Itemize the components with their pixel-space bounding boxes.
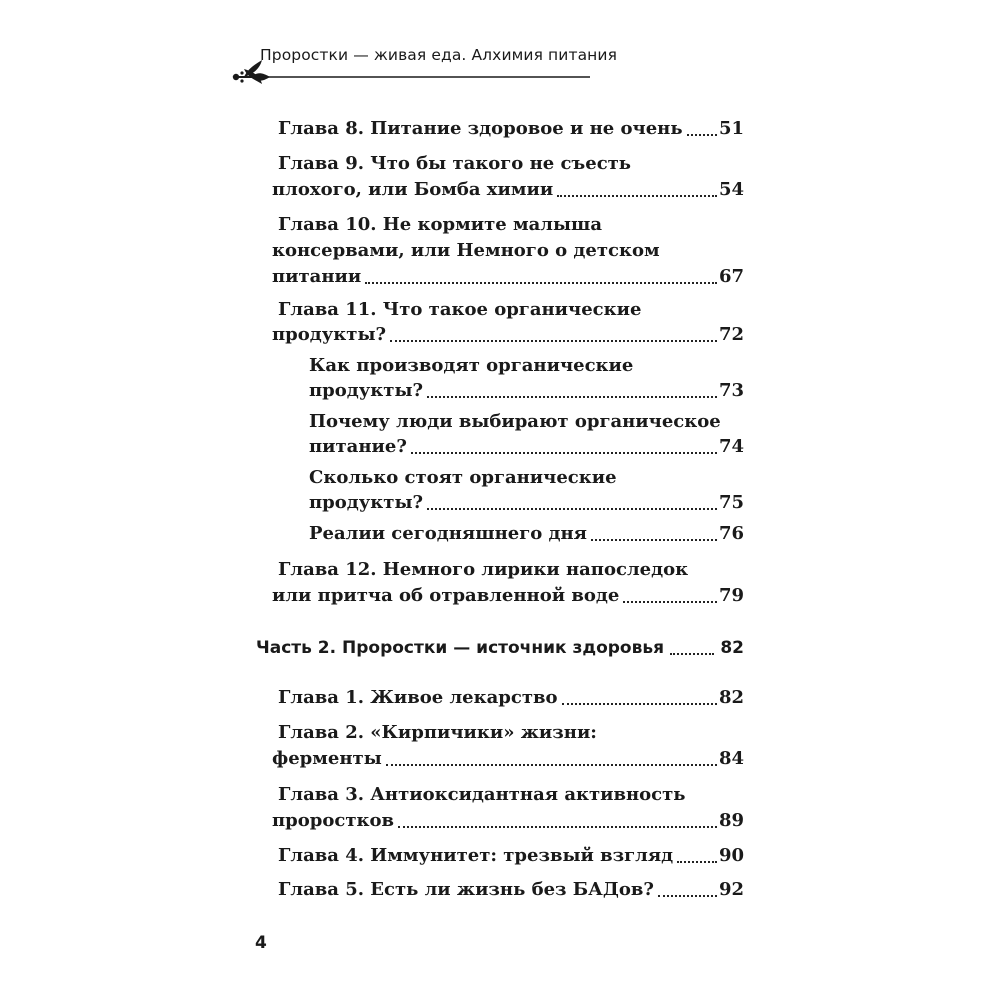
leader-dots bbox=[411, 452, 717, 454]
page-ref: 75 bbox=[718, 492, 744, 513]
leader-dots bbox=[562, 703, 717, 705]
running-head-title: Проростки — живая еда. Алхимия питания bbox=[260, 46, 618, 64]
toc-entry-ch11-line1[interactable]: Глава 11. Что такое органические bbox=[278, 299, 642, 320]
page-ref: 90 bbox=[718, 845, 744, 866]
toc-entry-ch11[interactable]: продукты? 72 bbox=[272, 322, 744, 348]
leader-dots bbox=[427, 396, 717, 398]
page-ref: 82 bbox=[718, 687, 744, 708]
leader-dots bbox=[557, 195, 717, 197]
page-ref: 92 bbox=[718, 879, 744, 900]
toc-subentry-2-line1[interactable]: Почему люди выбирают органическое bbox=[309, 411, 721, 432]
toc-part-2[interactable]: Часть 2. Проростки — источник здоровья 82 bbox=[256, 635, 744, 661]
page-ref: 74 bbox=[718, 436, 744, 457]
page-number: 4 bbox=[255, 933, 267, 953]
leader-dots bbox=[591, 539, 717, 541]
page-ref: 73 bbox=[718, 380, 744, 401]
leader-dots bbox=[365, 282, 717, 284]
toc-subentry-2[interactable]: питание? 74 bbox=[309, 434, 744, 460]
page-ref: 72 bbox=[718, 324, 744, 345]
leader-dots bbox=[677, 861, 717, 863]
page-ref: 82 bbox=[720, 638, 744, 658]
page-ref: 89 bbox=[718, 810, 744, 831]
leader-dots bbox=[390, 340, 717, 342]
page-ref: 54 bbox=[718, 179, 744, 200]
toc-subentry-3-line1[interactable]: Сколько стоят органические bbox=[309, 467, 617, 488]
page-ref: 76 bbox=[718, 523, 744, 544]
page-ref: 51 bbox=[718, 118, 744, 139]
toc-subentry-1[interactable]: продукты? 73 bbox=[309, 378, 744, 404]
toc-entry-ch12-line1[interactable]: Глава 12. Немного лирики напоследок bbox=[278, 559, 689, 580]
toc-subentry-3[interactable]: продукты? 75 bbox=[309, 490, 744, 516]
leader-dots bbox=[687, 134, 717, 136]
toc-entry-ch8[interactable]: Глава 8. Питание здоровое и не очень 51 bbox=[278, 116, 744, 142]
leader-dots bbox=[427, 508, 717, 510]
page-ref: 84 bbox=[718, 748, 744, 769]
toc-subentry-1-line1[interactable]: Как производят органические bbox=[309, 355, 634, 376]
leader-dots bbox=[670, 653, 714, 655]
toc-entry-p2-ch2-line1[interactable]: Глава 2. «Кирпичики» жизни: bbox=[278, 722, 597, 743]
toc-entry-ch10[interactable]: питании 67 bbox=[272, 264, 744, 290]
toc-entry-ch9-line1[interactable]: Глава 9. Что бы такого не съесть bbox=[278, 153, 632, 174]
toc-entry-ch9[interactable]: плохого, или Бомба химии 54 bbox=[272, 177, 744, 203]
leader-dots bbox=[386, 764, 717, 766]
leader-dots bbox=[623, 601, 717, 603]
toc-entry-p2-ch3[interactable]: проростков 89 bbox=[272, 808, 744, 834]
toc-entry-ch12[interactable]: или притча об отравленной воде 79 bbox=[272, 583, 744, 609]
leader-dots bbox=[658, 895, 717, 897]
leader-dots bbox=[398, 826, 717, 828]
toc-entry-ch10-line1[interactable]: Глава 10. Не кормите малыша bbox=[278, 214, 603, 235]
toc-entry-p2-ch1[interactable]: Глава 1. Живое лекарство 82 bbox=[278, 685, 744, 711]
toc-entry-ch10-line2[interactable]: консервами, или Немного о детском bbox=[272, 240, 660, 261]
toc-entry-p2-ch3-line1[interactable]: Глава 3. Антиоксидантная активность bbox=[278, 784, 686, 805]
page-ref: 67 bbox=[718, 266, 744, 287]
page-ref: 79 bbox=[718, 585, 744, 606]
toc-subentry-4[interactable]: Реалии сегодняшнего дня 76 bbox=[309, 521, 744, 547]
toc-entry-p2-ch5[interactable]: Глава 5. Есть ли жизнь без БАДов? 92 bbox=[278, 877, 744, 903]
toc-entry-p2-ch4[interactable]: Глава 4. Иммунитет: трезвый взгляд 90 bbox=[278, 843, 744, 869]
toc-entry-p2-ch2[interactable]: ферменты 84 bbox=[272, 746, 744, 772]
